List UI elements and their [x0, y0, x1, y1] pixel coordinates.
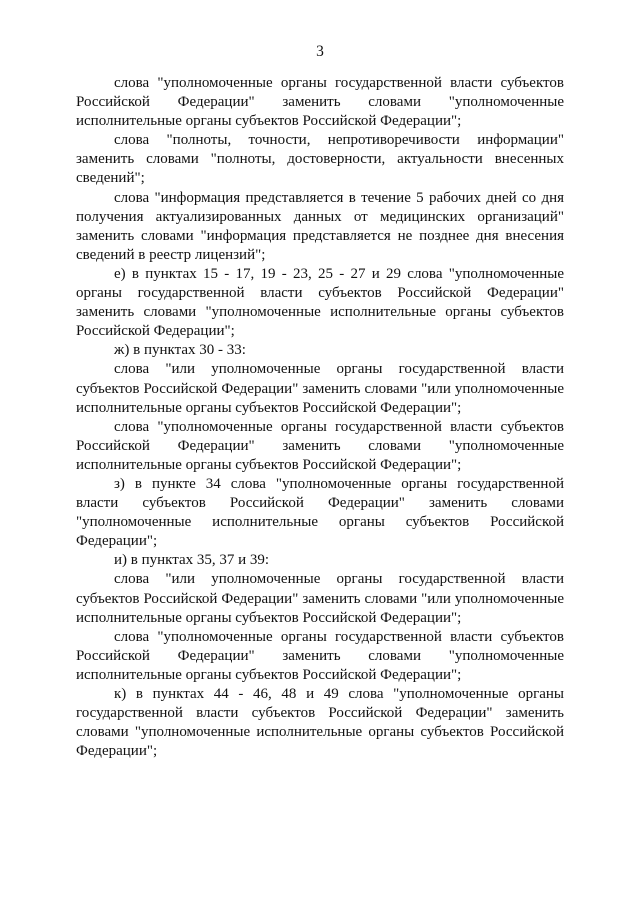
- paragraph: слова "информация представляется в течение 5 рабочих дней со дня получения актуализированных данных от медицинских организаций" заменить словами "информация представляется не позднее дня внесения сведений в реестр лицензий";: [76, 189, 564, 263]
- paragraph: е) в пунктах 15 - 17, 19 - 23, 25 - 27 и 29 слова "уполномоченные органы государственной власти субъектов Российской Федерации" заменить словами "уполномоченные исполнительные органы субъектов Российской Федерации";: [76, 265, 564, 340]
- page-number: 3: [316, 43, 324, 60]
- paragraph: и) в пунктах 35, 37 и 39:: [114, 552, 270, 569]
- paragraph: слова "уполномоченные органы государственной власти субъектов Российской Федерации" заменить словами "уполномоченные исполнительные органы субъектов Российской Федерации";: [76, 418, 564, 473]
- paragraph: з) в пункте 34 слова "уполномоченные органы государственной власти субъектов Российской Федерации" заменить словами "уполномоченные исполнительные органы субъектов Российской Федерации";: [76, 475, 564, 550]
- paragraph: слова "уполномоченные органы государственной власти субъектов Российской Федерации" заменить словами "уполномоченные исполнительные органы субъектов Российской Федерации";: [76, 75, 564, 130]
- paragraph: слова "полноты, точности, непротиворечивости информации" заменить словами "полноты, достоверности, актуальности внесенных сведений";: [76, 132, 564, 187]
- paragraph: ж) в пунктах 30 - 33:: [114, 342, 246, 359]
- paragraph: слова "уполномоченные органы государственной власти субъектов Российской Федерации" заменить словами "уполномоченные исполнительные органы субъектов Российской Федерации";: [76, 628, 564, 683]
- paragraph: к) в пунктах 44 - 46, 48 и 49 слова "уполномоченные органы государственной власти субъектов Российской Федерации" заменить словами "уполномоченные исполнительные органы субъектов Российской Федерации";: [76, 686, 564, 760]
- paragraph: слова "или уполномоченные органы государственной власти субъектов Российской Федерации" заменить словами "или уполномоченные исполнительные органы субъектов Российской Федерации";: [76, 571, 564, 626]
- paragraph: слова "или уполномоченные органы государственной власти субъектов Российской Федерации" заменить словами "или уполномоченные исполнительные органы субъектов Российской Федерации";: [76, 361, 564, 416]
- document-body: [76, 74, 564, 761]
